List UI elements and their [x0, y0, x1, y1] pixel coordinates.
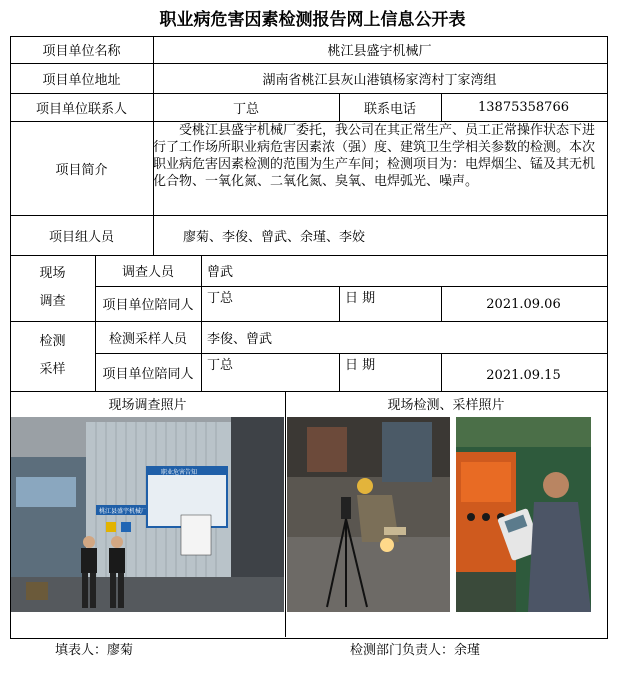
intro-text: 受桃江县盛宇机械厂委托，我公司在其正常生产、员工正常操作状态下进行了工作场所职业病危害因素浓（强）度、建筑卫生学相关参数的检测。本次职业病危害因素检测的范围为生产车间；检测项目为：电焊烟尘、锰及其无机化合物、一氧化氮、二氧化氮、臭氧、电焊弧光、噪声。 [153, 123, 596, 189]
survey-photo-image [11, 417, 284, 612]
sampling-label [10, 321, 95, 391]
unit-address-label: 项目单位地址 [42, 72, 121, 88]
survey-escort-label: 项目单位陪同人 [102, 298, 194, 313]
sampling-photo-2-image [456, 417, 591, 612]
team-value: 廖菊、李俊、曾武、余瑾、李姣 [183, 229, 366, 245]
sampling-date-label: 日 期 [345, 357, 376, 373]
page-title: 职业病危害因素检测报告网上信息公开表 [159, 10, 466, 30]
phone-label: 联系电话 [363, 101, 416, 117]
sampling-photo-1-image [287, 417, 450, 612]
intro-label: 项目简介 [55, 162, 108, 178]
survey-escort-value: 丁总 [207, 290, 234, 306]
notice-board-text: 职业危害告知 [161, 469, 198, 476]
phone-value: 13875358766 [478, 99, 569, 115]
unit-name-value: 桃江县盛宇机械厂 [327, 44, 432, 59]
sampling-photo-1 [287, 417, 450, 612]
sampling-photo-2 [456, 417, 591, 612]
survey-date-value: 2021.09.06 [486, 297, 561, 312]
survey-label [10, 255, 95, 321]
contact-value: 丁总 [232, 101, 259, 117]
sampling-label-line2: 采样 [39, 362, 66, 377]
survey-date-label: 日 期 [345, 290, 376, 306]
unit-address-value: 湖南省桃江县灰山港镇杨家湾村丁家湾组 [262, 72, 497, 88]
investigator-value: 曾武 [207, 265, 234, 280]
survey-label-line1: 现场 [39, 266, 66, 281]
unit-name-label: 项目单位名称 [42, 44, 121, 59]
survey-photo [11, 417, 284, 612]
factory-sign-text: 桃江县盛宇机械厂 [99, 508, 148, 515]
filler-label: 填表人：廖菊 [55, 643, 134, 658]
sampling-escort-label: 项目单位陪同人 [102, 366, 194, 382]
survey-photo-title: 现场调查照片 [108, 397, 187, 413]
sampler-value: 李俊、曾武 [207, 331, 273, 347]
survey-label-line2: 调查 [39, 294, 66, 309]
investigator-label: 调查人员 [121, 265, 174, 280]
sampling-date-value: 2021.09.15 [486, 367, 561, 383]
team-label: 项目组人员 [48, 229, 114, 245]
sampling-label-line1: 检测 [39, 334, 66, 349]
sampler-label: 检测采样人员 [108, 331, 187, 347]
sampling-escort-value: 丁总 [207, 357, 234, 373]
dept-head-label: 检测部门负责人：余瑾 [350, 643, 481, 658]
contact-label: 项目单位联系人 [35, 101, 127, 117]
sampling-photo-title: 现场检测、采样照片 [387, 397, 505, 413]
